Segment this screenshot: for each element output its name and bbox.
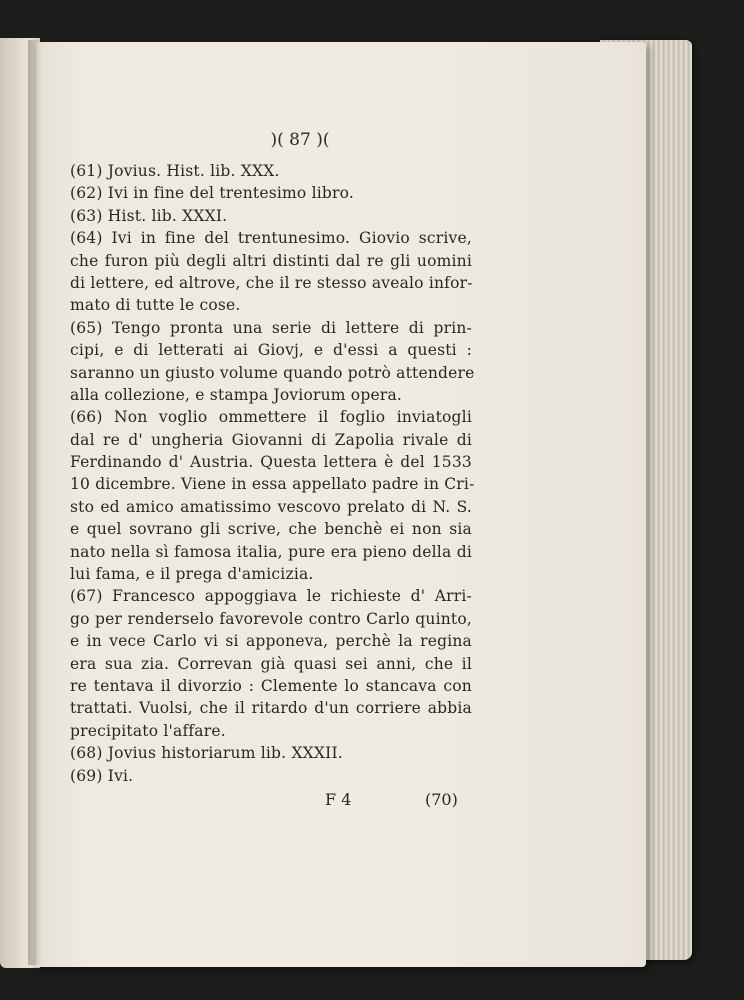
footnote-line: e quel sovrano gli scrive, che benchè ei non sia bbox=[70, 520, 472, 539]
footnotes-body bbox=[70, 160, 475, 787]
footnote-line: (69) Ivi. bbox=[70, 766, 134, 785]
footnote-line: Ferdinando d' Austria. Questa lettera è del 1533 bbox=[70, 453, 472, 472]
footnote-line: sto ed amico amatissimo vescovo prelato di N. S. bbox=[70, 497, 472, 516]
footnote-line: re tentava il divorzio : Clemente lo stancava con bbox=[70, 676, 472, 695]
footnote-line: go per renderselo favorevole contro Carlo quinto, bbox=[70, 609, 472, 628]
catchword-number: (70) bbox=[425, 790, 458, 809]
footnote-line: trattati. Vuolsi, che il ritardo d'un corriere abbia bbox=[70, 699, 472, 718]
footnote-line: era sua zia. Correvan già quasi sei anni, che il bbox=[70, 654, 472, 673]
footnote-line: lui fama, e il prega d'amicizia. bbox=[70, 565, 314, 584]
footnote-line: (65) Tengo pronta una serie di lettere di prin- bbox=[70, 318, 472, 337]
footnote-line: (62) Ivi in fine del trentesimo libro. bbox=[70, 184, 355, 203]
footnote-line: (64) Ivi in fine del trentunesimo. Giovio scrive, bbox=[70, 229, 472, 248]
footnote-line: 10 dicembre. Viene in essa appellato padre in Cri- bbox=[70, 475, 475, 494]
page-header: )( 87 )( bbox=[270, 130, 330, 150]
footnote-line: (61) Jovius. Hist. lib. XXX. bbox=[70, 162, 280, 180]
footnote-line: (66) Non voglio ommettere il foglio inviatogli bbox=[70, 408, 472, 427]
footnote-line: dal re d' ungheria Giovanni di Zapolia rivale di bbox=[70, 430, 472, 449]
footnote-line: di lettere, ed altrove, che il re stesso avealo infor- bbox=[70, 273, 473, 292]
signature-mark: F 4 bbox=[325, 790, 352, 809]
footnote-line: mato di tutte le cose. bbox=[70, 296, 241, 315]
footnote-line: e in vece Carlo vi si apponeva, perchè la regina bbox=[70, 632, 472, 651]
footnote-line: che furon più degli altri distinti dal re gli uomini bbox=[70, 251, 472, 270]
footnote-line: alla collezione, e stampa Joviorum opera. bbox=[70, 385, 403, 404]
footnote-line: (67) Francesco appoggiava le richieste d' Arri- bbox=[70, 587, 472, 606]
footnote-line: precipitato l'affare. bbox=[70, 721, 226, 740]
book-gutter bbox=[28, 40, 42, 965]
footnote-line: cipi, e di letterati ai Giovj, e d'essi a questi : bbox=[70, 341, 472, 360]
footnote-line: (68) Jovius historiarum lib. XXXII. bbox=[70, 744, 343, 763]
footnote-line: (63) Hist. lib. XXXI. bbox=[70, 206, 228, 225]
footnote-line: nato nella sì famosa italia, pure era pieno della di bbox=[70, 542, 472, 561]
footnote-line: saranno un giusto volume quando potrò attendere bbox=[70, 363, 475, 382]
